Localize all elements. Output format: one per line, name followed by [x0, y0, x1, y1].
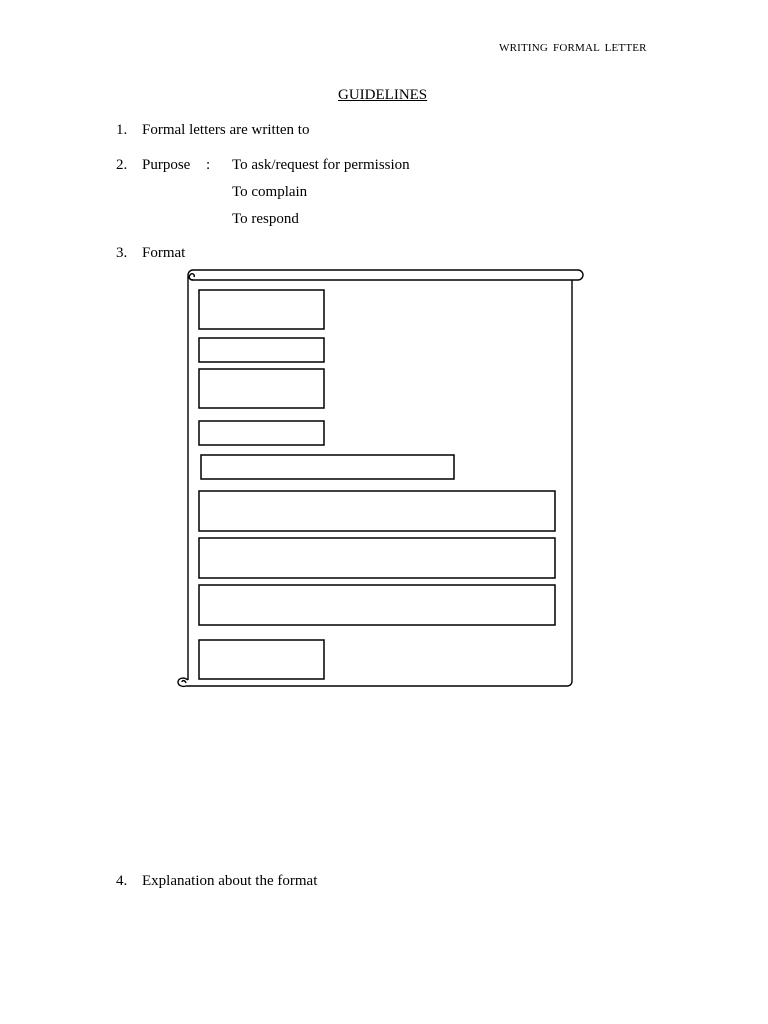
purpose-label: Purpose	[142, 157, 191, 173]
item-number: 3.	[116, 245, 128, 261]
purpose-colon: :	[206, 157, 211, 173]
item-number: 1.	[116, 122, 128, 138]
salutation-box	[199, 421, 324, 445]
scroll-right-edge	[186, 280, 572, 686]
sender-address-box	[199, 290, 324, 329]
date-box	[199, 338, 324, 362]
item-text: Format	[142, 245, 186, 261]
paragraph-box	[199, 491, 555, 531]
recipient-address-box	[199, 369, 324, 408]
purpose-item: To respond	[232, 211, 299, 227]
item-number: 2.	[116, 157, 128, 173]
paragraph-box	[199, 585, 555, 625]
item-number: 4.	[116, 873, 128, 889]
scroll-top-curl	[189, 274, 194, 280]
running-header: WRITING FORMAL LETTER	[499, 42, 647, 54]
closing-box	[199, 640, 324, 679]
page-title: GUIDELINES	[338, 87, 428, 103]
purpose-item: To complain	[232, 184, 308, 200]
paragraph-box	[199, 538, 555, 578]
item-text: Explanation about the format	[142, 873, 318, 889]
item-text: Formal letters are written to	[142, 122, 310, 138]
scroll-top-roll	[188, 270, 583, 280]
purpose-item: To ask/request for permission	[232, 157, 410, 173]
scroll-bottom-curl	[178, 678, 188, 686]
subject-box	[201, 455, 454, 479]
